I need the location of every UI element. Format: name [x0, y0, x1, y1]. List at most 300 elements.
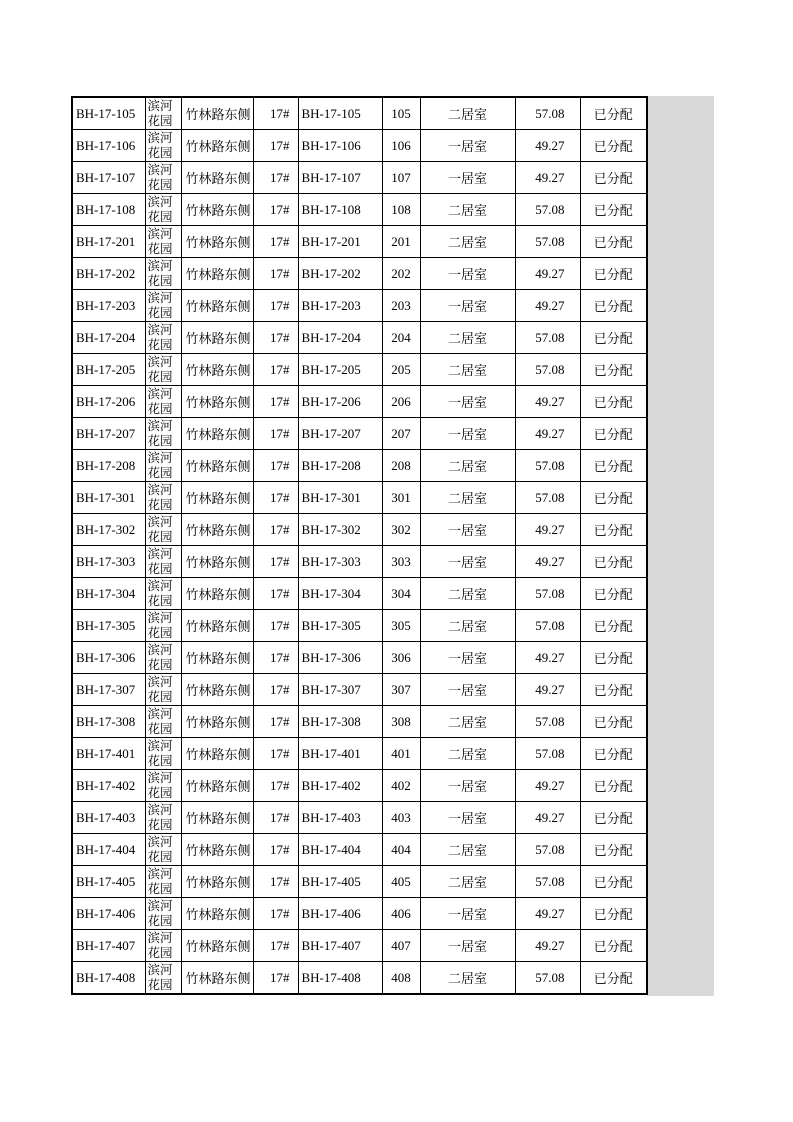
project-name-line: 花园 [147, 593, 173, 608]
sheet-margin-shading [647, 96, 714, 996]
project-name-line: 花园 [147, 721, 173, 736]
cell-code: BH-17-203 [72, 290, 145, 322]
project-name-line: 滨河 [147, 514, 173, 529]
cell-status: 已分配 [580, 610, 647, 642]
project-name-line: 花园 [147, 273, 173, 288]
cell-project [145, 930, 181, 962]
cell-room: 401 [382, 738, 420, 770]
cell-location: 竹林路东侧 [181, 802, 253, 834]
cell-project [145, 546, 181, 578]
cell-project [145, 418, 181, 450]
cell-project [145, 770, 181, 802]
cell-unit-code: BH-17-208 [298, 450, 382, 482]
cell-location: 竹林路东侧 [181, 194, 253, 226]
cell-code: BH-17-207 [72, 418, 145, 450]
cell-area: 57.08 [515, 194, 580, 226]
project-name-line: 滨河 [147, 482, 173, 497]
project-name-line: 滨河 [147, 834, 173, 849]
project-name-line: 滨河 [147, 610, 173, 625]
table-row [72, 578, 647, 610]
cell-layout: 一居室 [420, 290, 515, 322]
cell-area: 49.27 [515, 930, 580, 962]
cell-project [145, 97, 181, 130]
cell-layout: 二居室 [420, 738, 515, 770]
cell-status: 已分配 [580, 130, 647, 162]
cell-status: 已分配 [580, 386, 647, 418]
cell-project [145, 578, 181, 610]
project-name-line: 花园 [147, 145, 173, 160]
cell-room: 208 [382, 450, 420, 482]
project-name-line: 滨河 [147, 354, 173, 369]
cell-unit-code: BH-17-302 [298, 514, 382, 546]
project-name-line: 滨河 [147, 674, 173, 689]
cell-building: 17# [253, 738, 298, 770]
cell-area: 49.27 [515, 898, 580, 930]
cell-unit-code: BH-17-106 [298, 130, 382, 162]
project-name-line: 花园 [147, 113, 173, 128]
cell-area: 57.08 [515, 482, 580, 514]
cell-project [145, 482, 181, 514]
cell-building: 17# [253, 482, 298, 514]
cell-building: 17# [253, 226, 298, 258]
cell-building: 17# [253, 162, 298, 194]
cell-unit-code: BH-17-404 [298, 834, 382, 866]
cell-layout: 二居室 [420, 194, 515, 226]
cell-code: BH-17-408 [72, 962, 145, 995]
cell-area: 57.08 [515, 354, 580, 386]
project-name-line: 花园 [147, 753, 173, 768]
cell-room: 301 [382, 482, 420, 514]
project-name-line: 花园 [147, 689, 173, 704]
cell-building: 17# [253, 578, 298, 610]
cell-status: 已分配 [580, 770, 647, 802]
cell-room: 202 [382, 258, 420, 290]
table-row [72, 482, 647, 514]
cell-location: 竹林路东侧 [181, 386, 253, 418]
cell-area: 49.27 [515, 418, 580, 450]
cell-project [145, 386, 181, 418]
cell-layout: 一居室 [420, 386, 515, 418]
cell-unit-code: BH-17-406 [298, 898, 382, 930]
cell-location: 竹林路东侧 [181, 354, 253, 386]
table-row [72, 322, 647, 354]
cell-unit-code: BH-17-105 [298, 97, 382, 130]
project-name-line: 花园 [147, 561, 173, 576]
project-name-line: 滨河 [147, 450, 173, 465]
cell-code: BH-17-108 [72, 194, 145, 226]
cell-project [145, 514, 181, 546]
cell-room: 108 [382, 194, 420, 226]
cell-status: 已分配 [580, 642, 647, 674]
cell-building: 17# [253, 930, 298, 962]
cell-project [145, 162, 181, 194]
cell-layout: 二居室 [420, 706, 515, 738]
table-row [72, 450, 647, 482]
project-name-line: 花园 [147, 977, 173, 992]
cell-layout: 一居室 [420, 802, 515, 834]
cell-code: BH-17-402 [72, 770, 145, 802]
cell-code: BH-17-202 [72, 258, 145, 290]
cell-area: 57.08 [515, 866, 580, 898]
cell-room: 205 [382, 354, 420, 386]
cell-location: 竹林路东侧 [181, 450, 253, 482]
table-body [72, 97, 647, 994]
cell-project [145, 642, 181, 674]
cell-layout: 二居室 [420, 482, 515, 514]
cell-building: 17# [253, 834, 298, 866]
project-name-line: 滨河 [147, 962, 173, 977]
project-name-line: 花园 [147, 337, 173, 352]
cell-unit-code: BH-17-306 [298, 642, 382, 674]
cell-area: 49.27 [515, 258, 580, 290]
cell-unit-code: BH-17-207 [298, 418, 382, 450]
cell-code: BH-17-307 [72, 674, 145, 706]
cell-location: 竹林路东侧 [181, 674, 253, 706]
table-row [72, 706, 647, 738]
project-name-line: 滨河 [147, 418, 173, 433]
cell-area: 57.08 [515, 226, 580, 258]
cell-layout: 一居室 [420, 546, 515, 578]
cell-unit-code: BH-17-201 [298, 226, 382, 258]
cell-unit-code: BH-17-203 [298, 290, 382, 322]
cell-location: 竹林路东侧 [181, 162, 253, 194]
cell-unit-code: BH-17-304 [298, 578, 382, 610]
cell-project [145, 738, 181, 770]
project-name-line: 花园 [147, 401, 173, 416]
cell-location: 竹林路东侧 [181, 322, 253, 354]
cell-location: 竹林路东侧 [181, 738, 253, 770]
cell-unit-code: BH-17-303 [298, 546, 382, 578]
cell-unit-code: BH-17-202 [298, 258, 382, 290]
cell-layout: 一居室 [420, 162, 515, 194]
cell-room: 404 [382, 834, 420, 866]
cell-status: 已分配 [580, 578, 647, 610]
project-name-line: 花园 [147, 657, 173, 672]
table-row [72, 834, 647, 866]
table-row [72, 898, 647, 930]
project-name-line: 花园 [147, 209, 173, 224]
cell-status: 已分配 [580, 546, 647, 578]
cell-room: 405 [382, 866, 420, 898]
cell-code: BH-17-302 [72, 514, 145, 546]
cell-location: 竹林路东侧 [181, 130, 253, 162]
cell-area: 57.08 [515, 450, 580, 482]
cell-building: 17# [253, 130, 298, 162]
cell-project [145, 706, 181, 738]
cell-building: 17# [253, 418, 298, 450]
cell-room: 204 [382, 322, 420, 354]
cell-room: 105 [382, 97, 420, 130]
cell-code: BH-17-206 [72, 386, 145, 418]
cell-project [145, 130, 181, 162]
project-name-line: 花园 [147, 369, 173, 384]
cell-code: BH-17-201 [72, 226, 145, 258]
cell-status: 已分配 [580, 706, 647, 738]
cell-layout: 二居室 [420, 97, 515, 130]
project-name-line: 滨河 [147, 738, 173, 753]
cell-layout: 二居室 [420, 354, 515, 386]
cell-building: 17# [253, 898, 298, 930]
cell-building: 17# [253, 642, 298, 674]
cell-location: 竹林路东侧 [181, 642, 253, 674]
cell-status: 已分配 [580, 418, 647, 450]
table-row [72, 386, 647, 418]
cell-status: 已分配 [580, 866, 647, 898]
cell-building: 17# [253, 450, 298, 482]
cell-room: 203 [382, 290, 420, 322]
table-row [72, 962, 647, 995]
project-name-line: 滨河 [147, 162, 173, 177]
project-name-line: 滨河 [147, 802, 173, 817]
project-name-line: 滨河 [147, 706, 173, 721]
project-name-line: 滨河 [147, 130, 173, 145]
cell-unit-code: BH-17-204 [298, 322, 382, 354]
cell-room: 303 [382, 546, 420, 578]
cell-area: 49.27 [515, 386, 580, 418]
table-row [72, 418, 647, 450]
project-name-line: 滨河 [147, 930, 173, 945]
table-row [72, 130, 647, 162]
cell-unit-code: BH-17-108 [298, 194, 382, 226]
cell-layout: 一居室 [420, 930, 515, 962]
cell-room: 406 [382, 898, 420, 930]
cell-layout: 二居室 [420, 226, 515, 258]
cell-layout: 二居室 [420, 578, 515, 610]
cell-location: 竹林路东侧 [181, 962, 253, 995]
cell-code: BH-17-403 [72, 802, 145, 834]
cell-project [145, 226, 181, 258]
project-name-line: 滨河 [147, 258, 173, 273]
cell-building: 17# [253, 290, 298, 322]
cell-building: 17# [253, 194, 298, 226]
cell-room: 307 [382, 674, 420, 706]
cell-code: BH-17-208 [72, 450, 145, 482]
cell-project [145, 834, 181, 866]
cell-layout: 一居室 [420, 514, 515, 546]
cell-location: 竹林路东侧 [181, 258, 253, 290]
cell-project [145, 258, 181, 290]
cell-layout: 一居室 [420, 642, 515, 674]
cell-unit-code: BH-17-408 [298, 962, 382, 995]
table-row [72, 258, 647, 290]
cell-project [145, 354, 181, 386]
project-name-line: 滨河 [147, 578, 173, 593]
cell-status: 已分配 [580, 482, 647, 514]
cell-room: 408 [382, 962, 420, 995]
cell-code: BH-17-204 [72, 322, 145, 354]
project-name-line: 滨河 [147, 290, 173, 305]
cell-room: 304 [382, 578, 420, 610]
cell-location: 竹林路东侧 [181, 514, 253, 546]
cell-status: 已分配 [580, 226, 647, 258]
cell-unit-code: BH-17-403 [298, 802, 382, 834]
cell-project [145, 898, 181, 930]
table-row [72, 642, 647, 674]
cell-unit-code: BH-17-307 [298, 674, 382, 706]
cell-location: 竹林路东侧 [181, 97, 253, 130]
cell-unit-code: BH-17-401 [298, 738, 382, 770]
cell-room: 402 [382, 770, 420, 802]
cell-building: 17# [253, 97, 298, 130]
table-row [72, 610, 647, 642]
cell-area: 49.27 [515, 514, 580, 546]
cell-code: BH-17-405 [72, 866, 145, 898]
cell-project [145, 322, 181, 354]
cell-project [145, 450, 181, 482]
project-name-line: 花园 [147, 881, 173, 896]
cell-status: 已分配 [580, 322, 647, 354]
cell-room: 201 [382, 226, 420, 258]
cell-unit-code: BH-17-308 [298, 706, 382, 738]
cell-status: 已分配 [580, 97, 647, 130]
cell-status: 已分配 [580, 834, 647, 866]
cell-layout: 二居室 [420, 610, 515, 642]
cell-unit-code: BH-17-305 [298, 610, 382, 642]
cell-unit-code: BH-17-206 [298, 386, 382, 418]
table-row [72, 674, 647, 706]
cell-code: BH-17-308 [72, 706, 145, 738]
cell-layout: 一居室 [420, 770, 515, 802]
project-name-line: 花园 [147, 849, 173, 864]
table-row [72, 866, 647, 898]
table-row [72, 97, 647, 130]
cell-layout: 二居室 [420, 834, 515, 866]
cell-room: 206 [382, 386, 420, 418]
table-row [72, 546, 647, 578]
cell-building: 17# [253, 802, 298, 834]
cell-code: BH-17-305 [72, 610, 145, 642]
project-name-line: 滨河 [147, 898, 173, 913]
cell-area: 49.27 [515, 162, 580, 194]
cell-building: 17# [253, 770, 298, 802]
cell-status: 已分配 [580, 194, 647, 226]
cell-building: 17# [253, 706, 298, 738]
cell-room: 106 [382, 130, 420, 162]
cell-project [145, 290, 181, 322]
cell-status: 已分配 [580, 514, 647, 546]
cell-room: 403 [382, 802, 420, 834]
cell-unit-code: BH-17-405 [298, 866, 382, 898]
project-name-line: 滨河 [147, 386, 173, 401]
cell-location: 竹林路东侧 [181, 834, 253, 866]
cell-area: 57.08 [515, 610, 580, 642]
cell-area: 57.08 [515, 322, 580, 354]
cell-status: 已分配 [580, 802, 647, 834]
table-row [72, 162, 647, 194]
project-name-line: 花园 [147, 177, 173, 192]
project-name-line: 花园 [147, 945, 173, 960]
cell-unit-code: BH-17-301 [298, 482, 382, 514]
cell-building: 17# [253, 258, 298, 290]
table-row [72, 930, 647, 962]
cell-layout: 一居室 [420, 258, 515, 290]
cell-location: 竹林路东侧 [181, 418, 253, 450]
cell-location: 竹林路东侧 [181, 290, 253, 322]
cell-project [145, 866, 181, 898]
cell-code: BH-17-303 [72, 546, 145, 578]
cell-status: 已分配 [580, 450, 647, 482]
cell-location: 竹林路东侧 [181, 770, 253, 802]
cell-unit-code: BH-17-107 [298, 162, 382, 194]
cell-location: 竹林路东侧 [181, 578, 253, 610]
cell-building: 17# [253, 866, 298, 898]
project-name-line: 滨河 [147, 866, 173, 881]
cell-code: BH-17-404 [72, 834, 145, 866]
cell-building: 17# [253, 546, 298, 578]
cell-status: 已分配 [580, 162, 647, 194]
table-row [72, 226, 647, 258]
cell-code: BH-17-301 [72, 482, 145, 514]
project-name-line: 滨河 [147, 98, 173, 113]
cell-layout: 二居室 [420, 962, 515, 995]
cell-code: BH-17-107 [72, 162, 145, 194]
cell-layout: 一居室 [420, 418, 515, 450]
project-name-line: 滨河 [147, 226, 173, 241]
project-name-line: 花园 [147, 497, 173, 512]
project-name-line: 滨河 [147, 194, 173, 209]
table-row [72, 290, 647, 322]
project-name-line: 滨河 [147, 546, 173, 561]
cell-layout: 一居室 [420, 130, 515, 162]
housing-allocation-table [71, 96, 648, 995]
cell-room: 302 [382, 514, 420, 546]
cell-building: 17# [253, 354, 298, 386]
cell-room: 306 [382, 642, 420, 674]
cell-area: 57.08 [515, 97, 580, 130]
cell-location: 竹林路东侧 [181, 546, 253, 578]
cell-building: 17# [253, 322, 298, 354]
cell-status: 已分配 [580, 290, 647, 322]
cell-building: 17# [253, 962, 298, 995]
cell-location: 竹林路东侧 [181, 898, 253, 930]
cell-status: 已分配 [580, 898, 647, 930]
table-row [72, 514, 647, 546]
project-name-line: 花园 [147, 817, 173, 832]
cell-area: 49.27 [515, 130, 580, 162]
cell-building: 17# [253, 610, 298, 642]
project-name-line: 花园 [147, 625, 173, 640]
project-name-line: 滨河 [147, 322, 173, 337]
project-name-line: 花园 [147, 433, 173, 448]
project-name-line: 花园 [147, 913, 173, 928]
project-name-line: 滨河 [147, 770, 173, 785]
cell-status: 已分配 [580, 258, 647, 290]
cell-location: 竹林路东侧 [181, 610, 253, 642]
cell-location: 竹林路东侧 [181, 866, 253, 898]
project-name-line: 花园 [147, 529, 173, 544]
cell-location: 竹林路东侧 [181, 930, 253, 962]
table-row [72, 738, 647, 770]
cell-unit-code: BH-17-407 [298, 930, 382, 962]
cell-location: 竹林路东侧 [181, 706, 253, 738]
cell-status: 已分配 [580, 738, 647, 770]
cell-unit-code: BH-17-402 [298, 770, 382, 802]
cell-code: BH-17-304 [72, 578, 145, 610]
cell-project [145, 802, 181, 834]
cell-status: 已分配 [580, 674, 647, 706]
cell-layout: 二居室 [420, 866, 515, 898]
cell-code: BH-17-401 [72, 738, 145, 770]
cell-building: 17# [253, 386, 298, 418]
cell-area: 57.08 [515, 706, 580, 738]
project-name-line: 花园 [147, 465, 173, 480]
cell-area: 49.27 [515, 546, 580, 578]
cell-area: 57.08 [515, 834, 580, 866]
cell-layout: 一居室 [420, 674, 515, 706]
table-row [72, 354, 647, 386]
cell-location: 竹林路东侧 [181, 482, 253, 514]
cell-status: 已分配 [580, 930, 647, 962]
